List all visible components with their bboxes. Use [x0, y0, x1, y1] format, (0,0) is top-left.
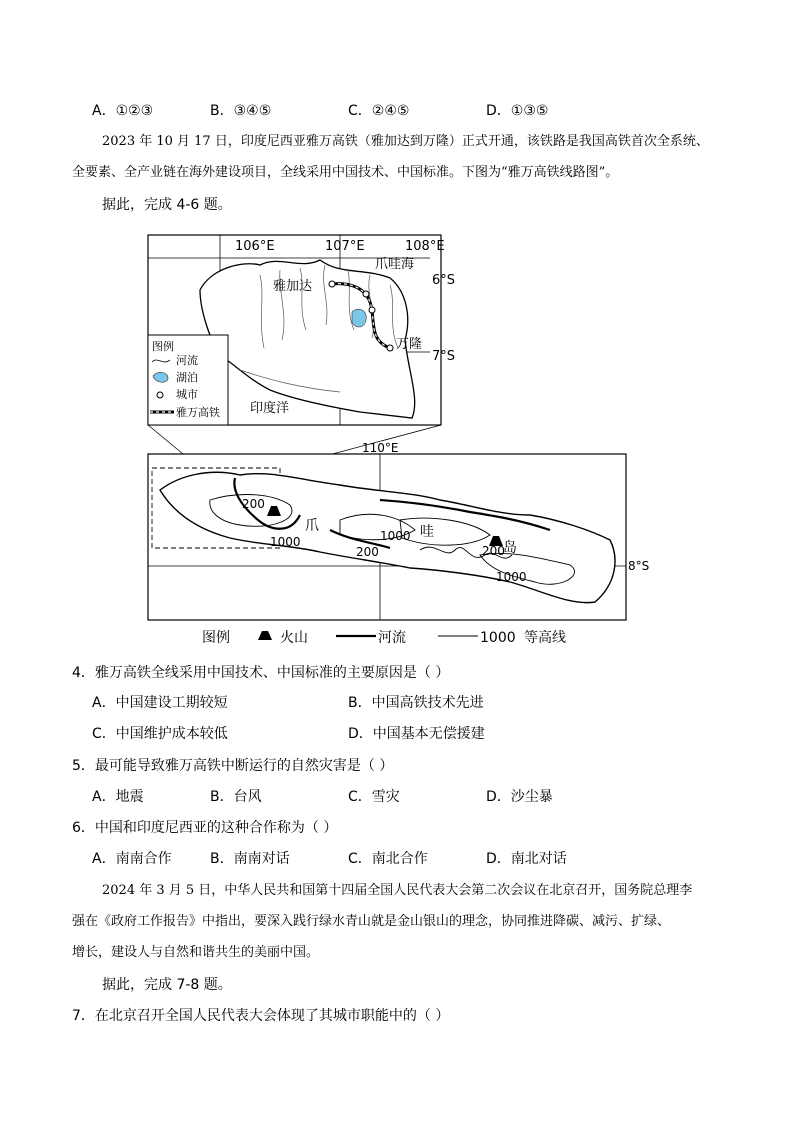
lat-7s: 7°S [432, 349, 456, 364]
svg-text:雅万高铁: 雅万高铁 [176, 406, 220, 419]
island-char-zhao: 爪 [305, 518, 319, 534]
svg-text:河流: 河流 [378, 630, 406, 646]
svg-text:火山: 火山 [280, 630, 308, 646]
q4-option-b: B．中国高铁技术先进 [348, 695, 484, 711]
island-char-dao: 岛 [503, 540, 517, 556]
label-jakarta: 雅加达 [273, 279, 313, 294]
q6-option-b: B．南南对话 [210, 851, 290, 867]
q3-option-c: C．②④⑤ [348, 103, 410, 119]
lat-6s: 6°S [432, 273, 456, 288]
q3-option-a: A．①②③ [92, 103, 154, 119]
svg-text:1000: 1000 [480, 630, 516, 646]
q5-option-b: B．台风 [210, 789, 262, 805]
island-char-wa: 哇 [420, 524, 434, 540]
q5-option-c: C．雪灾 [348, 789, 400, 805]
label-indian-ocean: 印度洋 [250, 401, 290, 416]
svg-text:图例: 图例 [152, 340, 174, 353]
label-bandung: 万隆 [396, 337, 423, 352]
q6-option-d: D．南北对话 [486, 851, 567, 867]
svg-text:等高线: 等高线 [524, 630, 566, 646]
passage2-line2: 强在《政府工作报告》中指出，要深入践行绿水青山就是金山银山的理念，协同推进降碳、减污、扩绿、 [72, 914, 671, 929]
lon-106: 106°E [235, 239, 275, 254]
q4-option-a: A．中国建设工期较短 [92, 695, 228, 711]
contour-label-200-b: 200 [356, 545, 379, 559]
q5-option-d: D．沙尘暴 [486, 789, 553, 805]
q3-option-b: B．③④⑤ [210, 103, 272, 119]
passage2-line4: 据此，完成 7-8 题。 [102, 977, 232, 993]
q7-stem: 7．在北京召开全国人民代表大会体现了其城市职能中的（ ） [72, 1008, 450, 1024]
label-java-sea: 爪哇海 [375, 257, 415, 272]
q4-option-d: D．中国基本无偿援建 [348, 726, 485, 742]
q6-option-c: C．南北合作 [348, 851, 428, 867]
contour-label-200-a: 200 [242, 497, 265, 511]
svg-text:湖泊: 湖泊 [176, 371, 198, 384]
railway-map-figure [140, 230, 650, 655]
q6-stem: 6．中国和印度尼西亚的这种合作称为（ ） [72, 820, 338, 836]
contour-label-1000-c: 1000 [496, 570, 527, 584]
inset-legend [148, 335, 228, 425]
lon-110: 110°E [362, 441, 399, 455]
city-bandung [387, 345, 393, 351]
passage2-line1: 2024 年 3 月 5 日，中华人民共和国第十四届全国人民代表大会第二次会议在北京召开，国务院总理李 [102, 883, 693, 898]
svg-text:城市: 城市 [176, 388, 198, 401]
passage1-line2: 全要素、全产业链在海外建设项目，全线采用中国技术、中国标准。下图为“雅万高铁线路图”。 [72, 165, 619, 180]
q6-option-a: A．南南合作 [92, 851, 172, 867]
inset-map [148, 235, 455, 425]
q5-stem: 5．最可能导致雅万高铁中断运行的自然灾害是（ ） [72, 758, 394, 774]
main-legend [202, 629, 566, 646]
lat-8s: 8°S [628, 559, 650, 573]
contour-label-1000-a: 1000 [270, 535, 301, 549]
lon-108: 108°E [405, 239, 445, 254]
q4-stem: 4．雅万高铁全线采用中国技术、中国标准的主要原因是（ ） [72, 665, 450, 681]
passage1-line1: 2023 年 10 月 17 日，印度尼西亚雅万高铁（雅加达到万隆）正式开通，该铁路是我国高铁首次全系统、 [102, 134, 709, 149]
contour-label-200-c: 200 [482, 544, 505, 558]
q3-option-d: D．①③⑤ [486, 103, 549, 119]
java-map [148, 441, 649, 620]
svg-text:图例: 图例 [202, 630, 230, 646]
passage1-line3: 据此，完成 4-6 题。 [102, 197, 232, 213]
passage2-line3: 增长，建设人与自然和谐共生的美丽中国。 [72, 945, 320, 960]
city-jakarta [329, 281, 335, 287]
contour-label-1000-b: 1000 [380, 529, 411, 543]
lake [352, 309, 366, 327]
svg-text:河流: 河流 [176, 354, 198, 367]
q4-option-c: C．中国维护成本较低 [92, 726, 228, 742]
q5-option-a: A．地震 [92, 789, 144, 805]
lon-107: 107°E [325, 239, 365, 254]
